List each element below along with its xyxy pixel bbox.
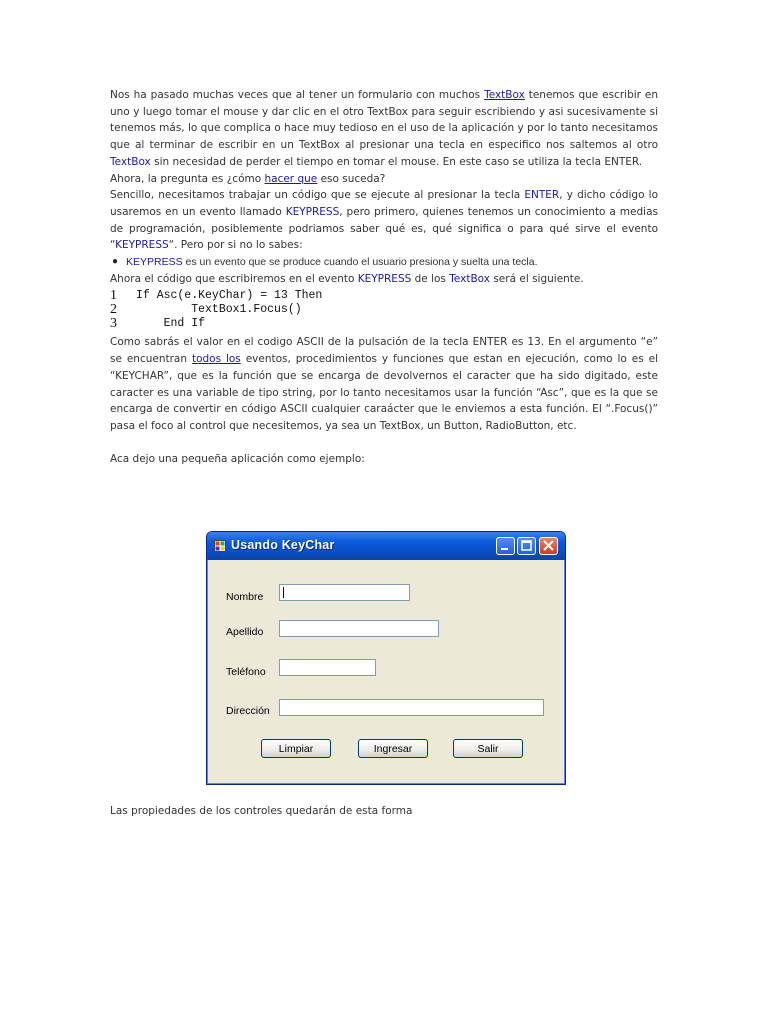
text: de los [411,272,450,285]
keyword-textbox: TextBox [110,155,151,168]
code-line [110,303,658,317]
code-block [110,289,658,331]
keyword-keypress: KEYPRESS [285,205,340,218]
text: Nos ha pasado muchas veces que al tener un formulario con muchos [110,89,485,101]
line-number: 3 [110,316,117,332]
maximize-icon [518,538,535,554]
nombre-input[interactable] [279,584,410,601]
paragraph-explanation [110,187,658,254]
code-line [110,317,658,331]
text-caret [283,587,284,598]
window-title: Usando KeyChar [231,538,335,552]
keyword-textbox: TextBox [449,272,490,285]
spacer [110,435,658,451]
text: tenemos que escribir en uno y luego tomar el mouse y dar clic en el otro TextBox para seguir escribiendo y asi sucesivamente si tenemos más, lo que complica o hace muy tedioso en el uso de la aplicación y por lo tanto necesitamos que al terminar de escribir en un TextBox al presionar una tecla en especifico nos saltemos al otro [110,89,658,152]
bullet-item [110,254,658,271]
telefono-input[interactable] [279,659,376,676]
label-telefono: Teléfono [226,666,266,678]
minimize-icon [497,538,514,554]
keyword-keypress: KEYPRESS [357,272,412,285]
app-window [206,531,566,785]
link-hacer-que[interactable]: hacer que [264,172,318,185]
window-client-area [210,560,562,781]
label-direccion: Dirección [226,705,270,717]
code-text: End If [136,317,206,331]
bullet-icon: ● [112,256,119,268]
text: , y dicho código lo usaremos en un evento llamado [110,189,658,218]
text: “. Pero por si no lo sabes: [168,239,303,252]
paragraph-details [110,334,658,434]
paragraph-code-intro [110,271,658,288]
line-number: 1 [110,288,117,304]
keyword-keypress: KEYPRESS [115,239,169,252]
bullet-text: es un evento que se produce cuando el usuario presiona y suelta una tecla. [182,256,538,269]
code-text: If Asc(e.KeyChar) = 13 Then [136,289,323,303]
code-text: TextBox1.Focus() [136,303,302,317]
keyword-keypress: KEYPRESS [126,256,183,269]
maximize-button[interactable] [517,537,536,555]
form-icon [214,540,226,552]
caption-text: Las propiedades de los controles quedarán de esta forma [110,805,413,817]
text: Como sabrás el valor en el codigo ASCII de la pulsación de la tecla ENTER es 13. En el argumento “e” se encuentran [110,336,658,366]
limpiar-button[interactable]: Limpiar [261,739,331,758]
text: eventos, procedimientos y funciones que estan en ejecución, como lo es el “KEYCHAR”, que es la función que se encarga de devolvernos el caracter que ha sido digitado, este caracter es una variable de tipo string, por lo tanto necesitamos usar la función “Asc”, que es la que se encarga de convertir en código ASCII cualquier caraácter que le enviemos a esta función. El “.Focus()” pasa el foco al control que necesitemos, ya sea un TextBox, un Button, RadioButton, etc. [110,353,658,432]
line-number: 2 [110,302,117,318]
label-nombre: Nombre [226,591,264,603]
text: eso suceda? [317,172,386,185]
label-apellido: Apellido [226,626,264,638]
keyword-enter: ENTER [524,189,560,202]
text: Ahora, la pregunta es ¿cómo [110,172,265,185]
text: sin necesidad de perder el tiempo en tomar el mouse. En este caso se utiliza la tecla ENTER. [150,155,643,168]
direccion-input[interactable] [279,699,544,716]
link-textbox[interactable]: TextBox [484,89,525,101]
text: , pero primero, quienes tenemos un conocimiento a medias de programación, posiblemente podriamos saber qué es, qué significa o para qué sirve el evento “ [110,205,658,252]
window-titlebar[interactable] [207,532,565,560]
document-body [110,87,658,467]
ingresar-button[interactable]: Ingresar [358,739,428,758]
close-icon [540,538,557,554]
salir-button[interactable]: Salir [453,739,523,758]
text: será el siguiente. [490,272,584,285]
code-line [110,289,658,303]
close-button[interactable] [539,537,558,555]
link-todos-los[interactable]: todos los [191,353,241,366]
apellido-input[interactable] [279,620,439,637]
text: Ahora el código que escribiremos en el evento [110,272,358,285]
paragraph-intro [110,87,658,171]
text: Sencillo, necesitamos trabajar un código que se ejecute al presionar la tecla [110,189,525,202]
paragraph-question [110,171,658,188]
paragraph-example: Aca dejo una pequeña aplicación como ejemplo: [110,452,365,465]
minimize-button[interactable] [496,537,515,555]
